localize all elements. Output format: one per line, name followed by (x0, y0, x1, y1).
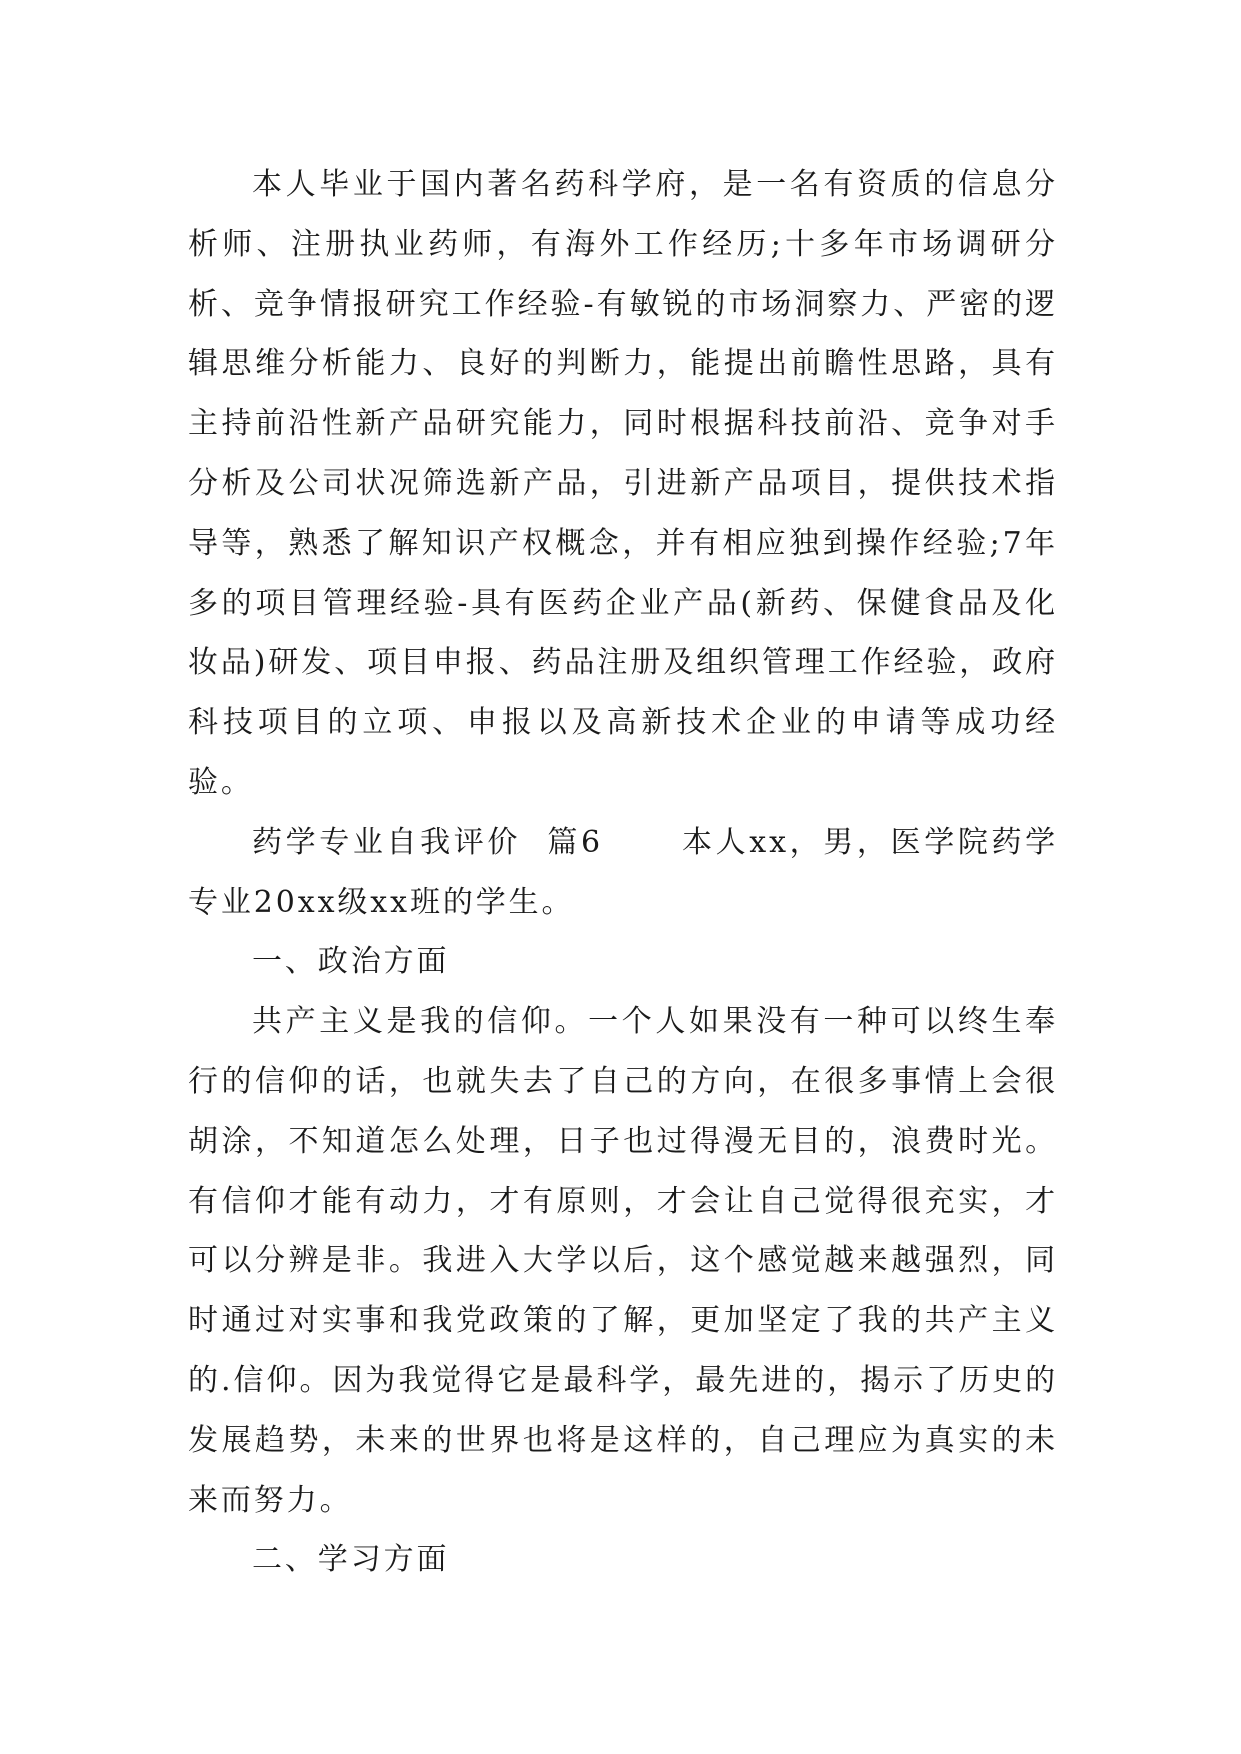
heading-politics: 一、政治方面 (252, 944, 450, 980)
document-page (188, 155, 1058, 1590)
heading-study: 二、学习方面 (252, 1542, 450, 1578)
paragraph-qualifications: 本人毕业于国内著名药科学府，是一名有资质的信息分析师、注册执业药师，有海外工作经历;十多年市场调研分析、竞争情报研究工作经验-有敏锐的市场洞察力、严密的逻辑思维分析能力、良好的判断力，能提出前瞻性思路，具有主持前沿性新产品研究能力，同时根据科技前沿、竞争对手分析及公司状况筛选新产品，引进新产品项目，提供技术指导等，熟悉了解知识产权概念，并有相应独到操作经验;7年多的项目管理经验-具有医药企业产品(新药、保健食品及化妆品)研发、项目申报、药品注册及组织管理工作经验，政府科技项目的立项、申报以及高新技术企业的申请等成功经验。 (188, 167, 1059, 800)
paragraph-section-6-intro: 药学专业自我评价 篇6 本人xx，男，医学院药学专业20xx级xx班的学生。 (188, 824, 1058, 920)
paragraph-politics: 共产主义是我的信仰。一个人如果没有一种可以终生奉行的信仰的话，也就失去了自己的方向，在很多事情上会很胡涂，不知道怎么处理，日子也过得漫无目的，浪费时光。有信仰才能有动力，才有原则，才会让自己觉得很充实，才可以分辨是非。我进入大学以后，这个感觉越来越强烈，同时通过对实事和我党政策的了解，更加坚定了我的共产主义的.信仰。因为我觉得它是最科学，最先进的，揭示了历史的发展趋势，未来的世界也将是这样的，自己理应为真实的未来而努力。 (188, 1004, 1058, 1518)
